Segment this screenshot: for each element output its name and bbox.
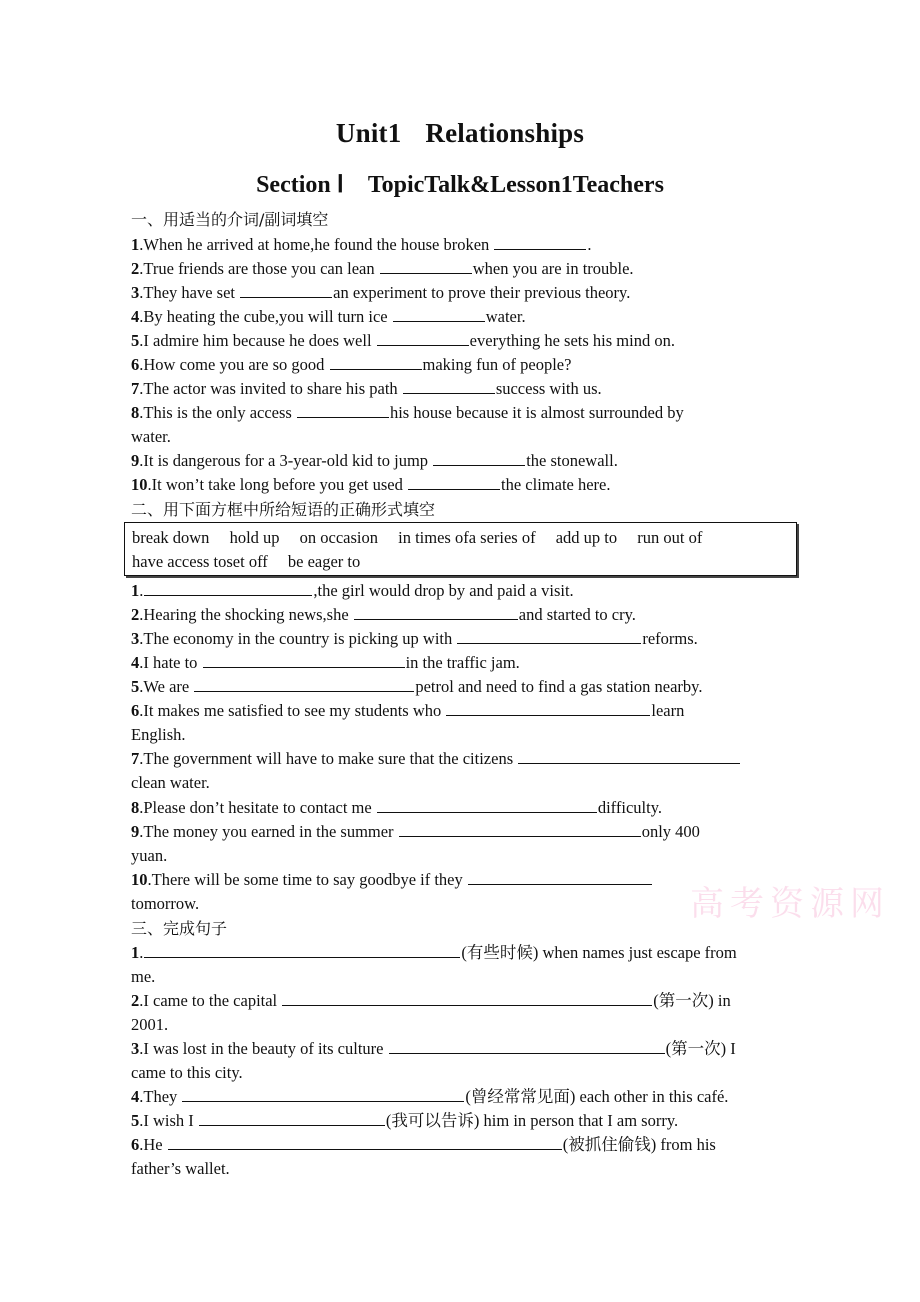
part1-item-2 (131, 257, 634, 281)
part3-item-5 (131, 1109, 678, 1133)
item-number: 3 (131, 629, 140, 648)
item-text: (我可以告诉) him in person that I am sorry. (385, 1111, 679, 1130)
part2-item-9 (131, 820, 700, 844)
unit-subject: Relationships (425, 118, 585, 148)
item-text: success with us. (495, 379, 602, 398)
item-text: .It is dangerous for a 3-year-old kid to jump (139, 451, 433, 470)
part1-item-9 (131, 449, 618, 473)
answer-blank[interactable] (389, 1038, 665, 1054)
answer-blank[interactable] (457, 628, 641, 644)
section-label: Section Ⅰ (256, 172, 344, 198)
item-text: .Please don’t hesitate to contact me (139, 798, 376, 817)
part2-item-1 (131, 579, 574, 603)
item-number: 8 (131, 403, 140, 422)
section-title (0, 170, 920, 199)
item-text: .The actor was invited to share his path (139, 379, 402, 398)
item-number: 6 (131, 701, 140, 720)
item-number: 4 (131, 1087, 140, 1106)
item-number: 2 (131, 259, 140, 278)
item-text: (有些时候) when names just escape from (461, 943, 737, 962)
item-text: .I hate to (139, 653, 202, 672)
item-text: .This is the only access (139, 403, 296, 422)
part2-item-8 (131, 796, 662, 820)
part1-item-3 (131, 281, 630, 305)
phrase-box (124, 522, 797, 576)
unit-number: Unit1 (335, 118, 402, 148)
item-text: reforms. (642, 629, 698, 648)
item-number: 1 (131, 581, 140, 600)
answer-blank[interactable] (282, 990, 652, 1006)
part1-item-7 (131, 377, 602, 401)
item-text: everything he sets his mind on. (469, 331, 675, 350)
item-number: 10 (131, 475, 148, 494)
item-number: 2 (131, 605, 140, 624)
answer-blank[interactable] (297, 402, 389, 418)
item-text: the stonewall. (526, 451, 618, 470)
answer-blank[interactable] (494, 234, 586, 250)
phrase-option: hold up (229, 528, 280, 547)
item-text: making fun of people? (422, 355, 572, 374)
item-number: 6 (131, 355, 140, 374)
item-text: .I came to the capital (139, 991, 282, 1010)
part3-item-1-continued: me. (131, 967, 156, 986)
part2-heading: 二、用下面方框中所给短语的正确形式填空 (131, 500, 436, 519)
phrase-option: add up to (555, 528, 618, 547)
item-text: his house because it is almost surrounded by (389, 403, 684, 422)
item-text: difficulty. (597, 798, 662, 817)
part3-item-3-continued: came to this city. (131, 1063, 243, 1082)
answer-blank[interactable] (399, 821, 641, 837)
answer-blank[interactable] (203, 652, 405, 668)
item-number: 1 (131, 235, 140, 254)
part1-item-1 (131, 233, 592, 257)
section-name: TopicTalk&Lesson1Teachers (367, 172, 664, 198)
part3-item-6-continued: father’s wallet. (131, 1159, 230, 1178)
item-number: 5 (131, 677, 140, 696)
item-text: when you are in trouble. (472, 259, 634, 278)
item-number: 5 (131, 331, 140, 350)
answer-blank[interactable] (446, 700, 650, 716)
item-text: .He (139, 1135, 167, 1154)
part2-item-7-continued: clean water. (131, 773, 210, 792)
item-text: water. (485, 307, 526, 326)
item-text: .True friends are those you can lean (139, 259, 379, 278)
answer-blank[interactable] (408, 474, 500, 490)
answer-blank[interactable] (144, 580, 312, 596)
item-number: 10 (131, 870, 148, 889)
item-text: and started to cry. (518, 605, 636, 624)
item-number: 7 (131, 749, 140, 768)
item-text: (曾经常常见面) each other in this café. (465, 1087, 729, 1106)
part2-item-2 (131, 603, 636, 627)
part2-item-10 (131, 868, 653, 892)
answer-blank[interactable] (199, 1110, 385, 1126)
part1-item-5 (131, 329, 675, 353)
answer-blank[interactable] (194, 676, 414, 692)
part2-item-7 (131, 747, 741, 771)
item-text: .Hearing the shocking news,she (139, 605, 353, 624)
part1-item-10 (131, 473, 611, 497)
item-number: 1 (131, 943, 140, 962)
item-text: .The money you earned in the summer (139, 822, 398, 841)
item-text: petrol and need to find a gas station nearby. (415, 677, 703, 696)
part3-item-1 (131, 941, 737, 965)
item-text: an experiment to prove their previous theory. (333, 283, 631, 302)
answer-blank[interactable] (403, 378, 495, 394)
item-text: . (139, 581, 144, 600)
answer-blank[interactable] (380, 258, 472, 274)
part2-item-6-continued: English. (131, 725, 186, 744)
item-text: (被抓住偷钱) from his (562, 1135, 716, 1154)
item-text: .I admire him because he does well (139, 331, 376, 350)
phrase-option: be eager to (287, 552, 361, 571)
part2-item-6 (131, 699, 684, 723)
item-number: 5 (131, 1111, 140, 1130)
item-text: . (139, 943, 144, 962)
item-text: .The economy in the country is picking up with (139, 629, 457, 648)
part1-heading: 一、用适当的介词/副词填空 (131, 210, 329, 229)
item-text: .By heating the cube,you will turn ice (139, 307, 392, 326)
item-text: .It won’t take long before you get used (147, 475, 408, 494)
item-text: .There will be some time to say goodbye if they (147, 870, 467, 889)
part1-item-4 (131, 305, 526, 329)
item-text: in the traffic jam. (405, 653, 520, 672)
item-number: 2 (131, 991, 140, 1010)
item-number: 6 (131, 1135, 140, 1154)
part3-item-2 (131, 989, 731, 1013)
part2-item-10-continued: tomorrow. (131, 894, 200, 913)
item-number: 9 (131, 822, 140, 841)
unit-title (0, 118, 920, 149)
item-text: .They have set (139, 283, 240, 302)
answer-blank[interactable] (354, 604, 518, 620)
part1-item-8-continued: water. (131, 427, 171, 446)
item-number: 8 (131, 798, 140, 817)
part1-item-8 (131, 401, 684, 425)
part3-item-6 (131, 1133, 716, 1157)
answer-blank[interactable] (144, 942, 460, 958)
item-text: . (587, 235, 592, 254)
answer-blank[interactable] (377, 797, 597, 813)
part2-item-4 (131, 651, 520, 675)
item-number: 3 (131, 1039, 140, 1058)
item-text: .We are (139, 677, 194, 696)
item-text: (第一次) I (665, 1039, 736, 1058)
answer-blank[interactable] (182, 1086, 464, 1102)
part2-item-5 (131, 675, 702, 699)
item-text: ,the girl would drop by and paid a visit. (313, 581, 574, 600)
item-text: (第一次) in (653, 991, 731, 1010)
part3-heading: 三、完成句子 (131, 919, 228, 938)
phrase-option: break down (132, 528, 210, 547)
item-text: .It makes me satisfied to see my students who (139, 701, 446, 720)
part1-item-6 (131, 353, 571, 377)
phrase-option: have access toset off (132, 552, 268, 571)
answer-blank[interactable] (468, 869, 652, 885)
item-text: learn (651, 701, 685, 720)
part3-item-3 (131, 1037, 736, 1061)
part2-item-3 (131, 627, 698, 651)
item-number: 9 (131, 451, 140, 470)
part3-item-2-continued: 2001. (131, 1015, 169, 1034)
answer-blank[interactable] (240, 282, 332, 298)
part3-item-4 (131, 1085, 728, 1109)
answer-blank[interactable] (393, 306, 485, 322)
watermark: 高考资源网 (690, 884, 890, 924)
answer-blank[interactable] (377, 330, 469, 346)
item-text: .How come you are so good (139, 355, 329, 374)
part2-item-9-continued: yuan. (131, 846, 168, 865)
item-number: 4 (131, 653, 140, 672)
phrase-row-2 (132, 550, 376, 574)
answer-blank[interactable] (433, 450, 525, 466)
answer-blank[interactable] (330, 354, 422, 370)
item-text: only 400 (641, 822, 700, 841)
phrase-row-1 (132, 526, 718, 550)
item-number: 4 (131, 307, 140, 326)
item-text: .When he arrived at home,he found the house broken (139, 235, 494, 254)
phrase-option: run out of (637, 528, 703, 547)
item-number: 3 (131, 283, 140, 302)
phrase-option: on occasion (299, 528, 379, 547)
item-text: the climate here. (501, 475, 611, 494)
item-text: .I was lost in the beauty of its culture (139, 1039, 388, 1058)
item-text: .They (139, 1087, 182, 1106)
item-text: .The government will have to make sure that the citizens (139, 749, 518, 768)
item-number: 7 (131, 379, 140, 398)
answer-blank[interactable] (168, 1134, 562, 1150)
phrase-option: in times ofa series of (398, 528, 536, 547)
item-text: .I wish I (139, 1111, 198, 1130)
answer-blank[interactable] (518, 748, 740, 764)
